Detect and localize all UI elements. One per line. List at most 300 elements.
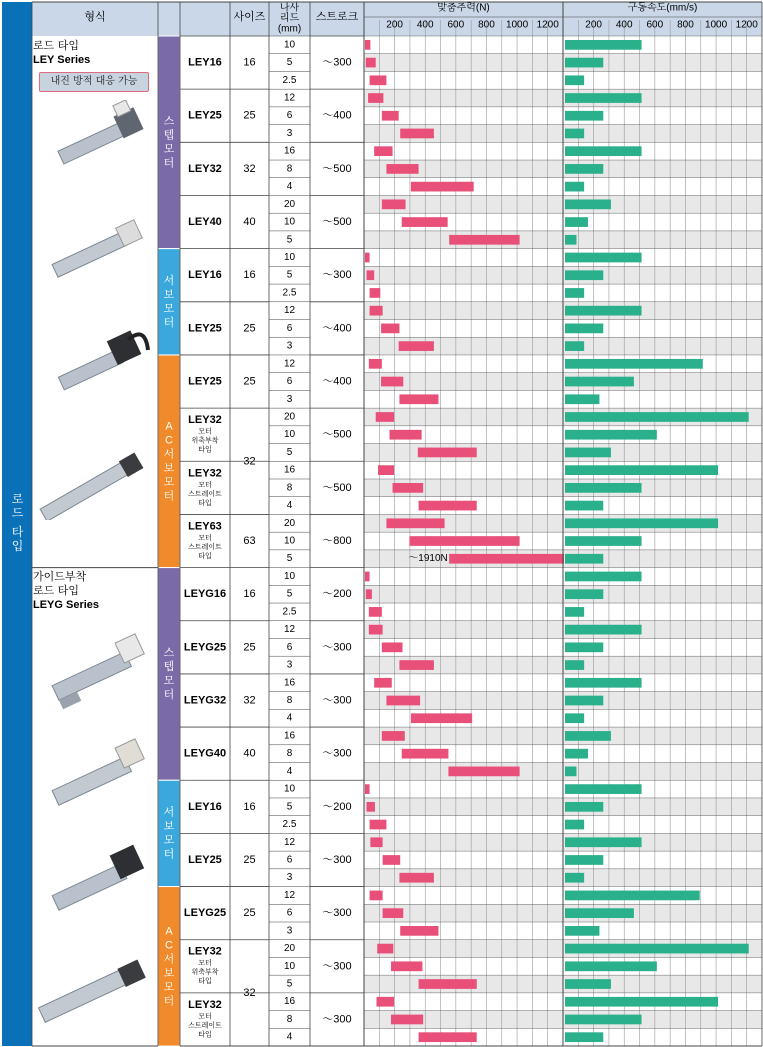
force-bar <box>400 926 438 936</box>
stroke-cell: ～300 <box>322 694 352 707</box>
lead-cell: 8 <box>286 695 293 706</box>
force-bar <box>377 944 393 954</box>
speed-bar <box>565 554 603 564</box>
force-bar <box>391 1015 423 1025</box>
size-cell: 32 <box>243 986 256 999</box>
speed-row-shade <box>563 125 762 143</box>
model-subtype: 모터 <box>198 481 212 489</box>
motor-group-label-char: 스 <box>163 115 175 128</box>
force-row-shade <box>364 621 563 639</box>
lead-cell: 3 <box>286 925 293 937</box>
model-name: LEYG25 <box>183 641 227 654</box>
speed-bar <box>565 164 603 174</box>
motor-group-stepper <box>158 568 180 781</box>
speed-bar <box>565 749 588 759</box>
motor-group-label-char: 보 <box>163 820 175 833</box>
stroke-cell: ～300 <box>322 907 352 920</box>
speed-bar <box>565 235 576 245</box>
actuator-ley-ac-illustration <box>35 450 150 520</box>
force-bar <box>367 802 375 812</box>
stroke-cell: ～800 <box>322 535 352 548</box>
force-bar <box>374 678 392 688</box>
speed-bar <box>565 430 657 440</box>
lead-cell: 20 <box>283 411 296 423</box>
left-band-label: 로드 타입 <box>10 492 24 554</box>
stroke-cell: ～300 <box>322 1013 352 1026</box>
force-bar <box>370 837 382 847</box>
speed-tick-label: 1200 <box>735 19 758 31</box>
speed-bar <box>565 731 611 741</box>
force-bar <box>419 501 477 511</box>
speed-bar <box>565 111 603 121</box>
force-bar <box>367 270 375 280</box>
speed-bar <box>565 997 718 1007</box>
model-subtype: 타입 <box>198 978 212 986</box>
force-bar <box>393 483 424 493</box>
force-bar <box>411 713 472 723</box>
lead-cell: 6 <box>286 376 293 388</box>
speed-bar <box>565 607 584 617</box>
lead-cell: 6 <box>286 907 293 919</box>
stroke-cell: ～200 <box>322 800 352 813</box>
speed-bar <box>565 855 603 865</box>
force-bar <box>369 607 382 617</box>
speed-bar <box>565 412 749 422</box>
force-bar <box>370 306 383 316</box>
force-bar <box>383 908 404 918</box>
motor-group-label-char: 보 <box>163 462 175 475</box>
motor-group-servo <box>158 249 180 355</box>
model-subtype: 스트레이트 <box>188 543 222 551</box>
motor-group-label-char: 터 <box>163 848 175 861</box>
lead-cell: 3 <box>286 340 293 352</box>
force-tick-label: 1000 <box>505 19 529 31</box>
lead-cell: 8 <box>286 748 293 760</box>
speed-tick-label: 200 <box>585 19 602 31</box>
model-name: LEY16 <box>188 269 222 282</box>
model-name: LEY63 <box>188 520 222 533</box>
force-bar <box>365 40 370 50</box>
speed-bar <box>565 802 603 812</box>
speed-bar <box>565 908 634 918</box>
force-bar <box>370 820 387 830</box>
force-bar <box>365 784 370 794</box>
lead-cell: 10 <box>283 783 296 795</box>
lead-cell: 10 <box>283 535 296 547</box>
lead-cell: 10 <box>283 216 296 228</box>
speed-bar <box>565 642 603 652</box>
force-bar <box>370 891 383 901</box>
lead-cell: 3 <box>286 872 293 884</box>
force-bar <box>365 253 370 263</box>
force-bar <box>383 855 401 865</box>
lead-cell: 4 <box>286 712 293 724</box>
lead-cell: 20 <box>283 943 296 955</box>
force-bar <box>376 997 394 1007</box>
motor-group-label-char: 서 <box>163 448 175 461</box>
size-cell: 25 <box>243 109 256 122</box>
lead-cell: 12 <box>283 836 296 848</box>
lead-cell: 3 <box>286 127 293 139</box>
lead-cell: 8 <box>286 482 293 494</box>
lead-cell: 10 <box>283 429 296 441</box>
force-bar <box>399 660 433 670</box>
size-cell: 40 <box>243 747 256 760</box>
motor-group-label-char: 텝 <box>163 660 175 673</box>
speed-bar <box>565 1015 642 1025</box>
actuator-leyg-stepper-2-illustration <box>45 735 155 815</box>
model-name: LEY32 <box>188 467 222 480</box>
speed-bar <box>565 678 642 688</box>
speed-bar <box>565 288 584 298</box>
speed-row-shade <box>563 231 762 249</box>
model-name: LEY32 <box>188 414 222 427</box>
header-size: 사이즈 <box>233 11 266 23</box>
force-bar <box>381 324 399 334</box>
group-ley-line1: 로드 타입 <box>33 39 80 52</box>
stroke-cell: ～400 <box>322 375 352 388</box>
header-stroke: 스트로크 <box>315 11 359 23</box>
model-name: LEY25 <box>188 109 222 122</box>
motor-group-label-char: 터 <box>163 688 175 701</box>
speed-bar <box>565 129 584 139</box>
force-row-shade <box>364 656 563 674</box>
speed-bar <box>565 199 611 209</box>
motor-group-label-char: 터 <box>163 995 175 1008</box>
model-subtype: 위축부착 <box>191 437 219 445</box>
force-bar <box>449 554 564 564</box>
motor-group-label-char: 터 <box>163 316 175 329</box>
stroke-cell: ～500 <box>322 481 352 494</box>
force-bar <box>389 430 421 440</box>
header-lead: (mm) <box>277 23 302 35</box>
model-name: LEYG16 <box>183 588 227 601</box>
motor-group-stepper <box>158 36 180 249</box>
header-type: 형식 <box>84 11 106 23</box>
speed-bar <box>565 589 603 599</box>
speed-bar <box>565 891 700 901</box>
force-tick-label: 200 <box>386 19 403 31</box>
force-tick-label: 400 <box>416 19 434 31</box>
model-name: LEY16 <box>188 56 222 69</box>
size-cell: 32 <box>243 162 256 175</box>
force-bar <box>378 465 394 475</box>
speed-row-shade <box>563 337 762 355</box>
motor-group-label-char: 모 <box>163 143 175 156</box>
model-subtype: 스트레이트 <box>188 1022 222 1030</box>
lead-cell: 5 <box>286 978 293 990</box>
lead-cell: 5 <box>286 801 293 813</box>
force-bar <box>368 93 383 103</box>
force-bar <box>366 58 376 68</box>
force-bar <box>369 359 382 369</box>
force-bar <box>402 217 448 227</box>
speed-bar <box>565 501 603 511</box>
size-cell: 25 <box>243 641 256 654</box>
group-ley-series: LEY Series <box>33 54 91 66</box>
group-leyg-line2: 로드 타입 <box>33 584 80 597</box>
lead-cell: 12 <box>283 358 296 370</box>
model-name: LEY16 <box>188 800 222 813</box>
model-subtype: 모터 <box>198 960 212 968</box>
force-bar <box>400 129 434 139</box>
lead-cell: 3 <box>286 659 293 671</box>
force-bar <box>370 288 381 298</box>
lead-cell: 10 <box>283 39 296 51</box>
stroke-cell: ～500 <box>322 216 352 229</box>
model-subtype: 위축부착 <box>191 969 219 977</box>
header-lead: 리드 <box>279 13 300 24</box>
lead-cell: 12 <box>283 305 296 317</box>
speed-bar <box>565 536 642 546</box>
force-bar <box>418 448 477 458</box>
force-bar <box>409 536 519 546</box>
force-bar <box>386 518 444 528</box>
lead-cell: 3 <box>286 393 293 405</box>
group-leyg-series: LEYG Series <box>33 599 100 611</box>
lead-cell: 12 <box>283 624 296 636</box>
force-row-shade <box>364 54 563 72</box>
model-name: LEYG40 <box>183 747 227 760</box>
speed-bar <box>565 784 642 794</box>
model-subtype: 모터 <box>198 1013 212 1021</box>
seismic-badge: 내진 방적 대응 가능 <box>39 72 149 92</box>
lead-cell: 16 <box>283 464 296 476</box>
force-row-shade <box>364 833 563 851</box>
speed-tick-label: 1000 <box>704 19 728 31</box>
model-name: LEYG25 <box>183 907 227 920</box>
force-bar <box>382 731 405 741</box>
size-cell: 16 <box>243 800 256 813</box>
force-row-shade <box>364 337 563 355</box>
force-tick-label: 1200 <box>536 19 559 31</box>
motor-group-ac <box>158 887 180 1046</box>
speed-bar <box>565 270 603 280</box>
force-bar <box>370 75 387 85</box>
speed-bar <box>565 483 642 493</box>
force-row-shade <box>364 585 563 603</box>
lead-cell: 4 <box>286 500 293 512</box>
lead-cell: 5 <box>286 57 293 69</box>
motor-group-label-char: 보 <box>163 288 175 301</box>
speed-bar <box>565 820 584 830</box>
speed-bar <box>565 217 588 227</box>
size-cell: 16 <box>243 269 256 282</box>
force-bar <box>419 1032 477 1042</box>
speed-bar <box>565 394 599 404</box>
lead-cell: 12 <box>283 92 296 104</box>
model-subtype: 모터 <box>198 534 212 542</box>
lead-cell: 20 <box>283 517 296 529</box>
speed-row-shade <box>563 656 762 674</box>
lead-cell: 5 <box>286 553 293 565</box>
motor-group-label-char: 텝 <box>163 129 175 142</box>
lead-cell: 2.5 <box>282 287 297 299</box>
force-row-shade <box>364 940 563 958</box>
force-bar <box>419 979 477 989</box>
force-bar <box>391 961 422 971</box>
model-name: LEY25 <box>188 322 222 335</box>
motor-group-label-char: 모 <box>163 981 175 994</box>
stroke-cell: ～300 <box>322 853 352 866</box>
lead-cell: 16 <box>283 996 296 1008</box>
lead-cell: 16 <box>283 677 296 689</box>
size-cell: 25 <box>243 375 256 388</box>
stroke-cell: ～400 <box>322 109 352 122</box>
speed-bar <box>565 93 642 103</box>
model-name: LEY25 <box>188 375 222 388</box>
speed-bar <box>565 518 718 528</box>
lead-cell: 6 <box>286 641 293 653</box>
force-bar <box>369 625 383 635</box>
speed-bar <box>565 465 718 475</box>
speed-tick-label: 800 <box>677 19 694 31</box>
group-ley-label <box>33 39 158 67</box>
speed-tick-label: 400 <box>615 19 633 31</box>
model-name: LEY25 <box>188 853 222 866</box>
lead-cell: 12 <box>283 889 296 901</box>
motor-group-label-char: 스 <box>163 646 175 659</box>
stroke-cell: ～200 <box>322 588 352 601</box>
speed-bar <box>565 979 611 989</box>
stroke-cell: ～500 <box>322 428 352 441</box>
size-cell: 25 <box>243 853 256 866</box>
size-cell: 25 <box>243 322 256 335</box>
lead-cell: 20 <box>283 198 296 210</box>
speed-bar <box>565 961 657 971</box>
force-bar <box>382 199 406 209</box>
lead-cell: 4 <box>286 181 293 193</box>
force-row-shade <box>364 125 563 143</box>
force-bar <box>374 146 392 156</box>
motor-group-label-char: 터 <box>163 157 175 170</box>
force-tick-label: 600 <box>447 19 465 31</box>
lead-cell: 5 <box>286 269 293 281</box>
force-overflow-annotation: ～1910N <box>408 553 448 565</box>
lead-cell: 5 <box>286 234 293 246</box>
force-bar <box>399 394 438 404</box>
speed-bar <box>565 341 584 351</box>
stroke-cell: ～300 <box>322 960 352 973</box>
force-bar <box>381 377 403 387</box>
force-bar <box>376 412 394 422</box>
force-row-shade <box>364 798 563 816</box>
force-bar <box>382 111 399 121</box>
force-bar <box>386 696 420 706</box>
motor-group-label-char: 모 <box>163 834 175 847</box>
model-subtype: 모터 <box>198 428 212 436</box>
speed-bar <box>565 837 642 847</box>
speed-bar <box>565 58 603 68</box>
force-bar <box>448 767 519 777</box>
lead-cell: 2.5 <box>282 74 297 86</box>
size-cell: 16 <box>243 588 256 601</box>
speed-bar <box>565 146 642 156</box>
model-subtype: 스트레이트 <box>188 490 222 498</box>
force-bar <box>366 589 372 599</box>
speed-bar <box>565 377 634 387</box>
motor-group-label-char: 서 <box>163 806 175 819</box>
motor-group-label-char: C <box>165 939 173 952</box>
size-cell: 32 <box>243 694 256 707</box>
speed-bar <box>565 75 584 85</box>
force-bar <box>382 642 403 652</box>
lead-cell: 10 <box>283 570 296 582</box>
motor-group-label-char: 서 <box>163 274 175 287</box>
model-subtype: 타입 <box>198 1031 212 1039</box>
speed-bar <box>565 306 642 316</box>
motor-group-servo <box>158 780 180 886</box>
lead-cell: 8 <box>286 163 293 175</box>
lead-cell: 8 <box>286 1013 293 1025</box>
speed-bar <box>565 696 603 706</box>
size-cell: 32 <box>243 455 256 468</box>
lead-cell: 6 <box>286 854 293 866</box>
model-name: LEY32 <box>188 945 222 958</box>
speed-row-shade <box>563 869 762 887</box>
speed-bar <box>565 713 584 723</box>
model-name: LEY32 <box>188 162 222 175</box>
size-cell: 16 <box>243 56 256 69</box>
speed-bar <box>565 324 603 334</box>
speed-bar <box>565 873 584 883</box>
force-bar <box>411 182 474 192</box>
force-row-shade <box>364 302 563 320</box>
size-cell: 63 <box>243 535 256 548</box>
force-row-shade <box>364 89 563 107</box>
lead-cell: 10 <box>283 252 296 263</box>
force-row-shade <box>364 869 563 887</box>
speed-bar <box>565 572 642 582</box>
stroke-cell: ～300 <box>322 269 352 282</box>
lead-cell: 5 <box>286 446 293 458</box>
stroke-cell: ～500 <box>322 162 352 175</box>
lead-cell: 2.5 <box>282 819 297 831</box>
actuator-ley-servo-illustration <box>50 320 150 400</box>
stroke-cell: ～300 <box>322 56 352 69</box>
motor-group-label-char: 모 <box>163 476 175 489</box>
motor-group-label-char: A <box>165 420 173 433</box>
speed-bar <box>565 359 703 369</box>
size-cell: 25 <box>243 907 256 920</box>
motor-group-label-char: 모 <box>163 302 175 315</box>
model-subtype: 타입 <box>198 552 212 560</box>
lead-cell: 6 <box>286 322 293 334</box>
model-subtype: 타입 <box>198 499 212 507</box>
motor-group-label-char: 모 <box>163 674 175 687</box>
actuator-ley-stepper-illustration <box>50 100 150 170</box>
motor-group-label-char: A <box>165 925 173 938</box>
force-bar <box>399 873 433 883</box>
force-bar <box>399 341 434 351</box>
header-force-title: 맞춤추력(N) <box>437 2 490 14</box>
speed-bar <box>565 448 611 458</box>
group-leyg-label <box>33 570 158 612</box>
size-cell: 40 <box>243 216 256 229</box>
motor-group-ac <box>158 355 180 568</box>
speed-bar <box>565 182 584 192</box>
lead-cell: 16 <box>283 730 296 742</box>
lead-cell: 10 <box>283 960 296 972</box>
model-subtype: 타입 <box>198 446 212 454</box>
model-name: LEY32 <box>188 998 222 1011</box>
stroke-cell: ～400 <box>322 322 352 335</box>
lead-cell: 5 <box>286 588 293 600</box>
lead-cell: 16 <box>283 145 296 157</box>
actuator-ley-stepper-2-illustration <box>45 215 150 285</box>
speed-bar <box>565 1032 603 1042</box>
motor-group-label-char: 서 <box>163 953 175 966</box>
